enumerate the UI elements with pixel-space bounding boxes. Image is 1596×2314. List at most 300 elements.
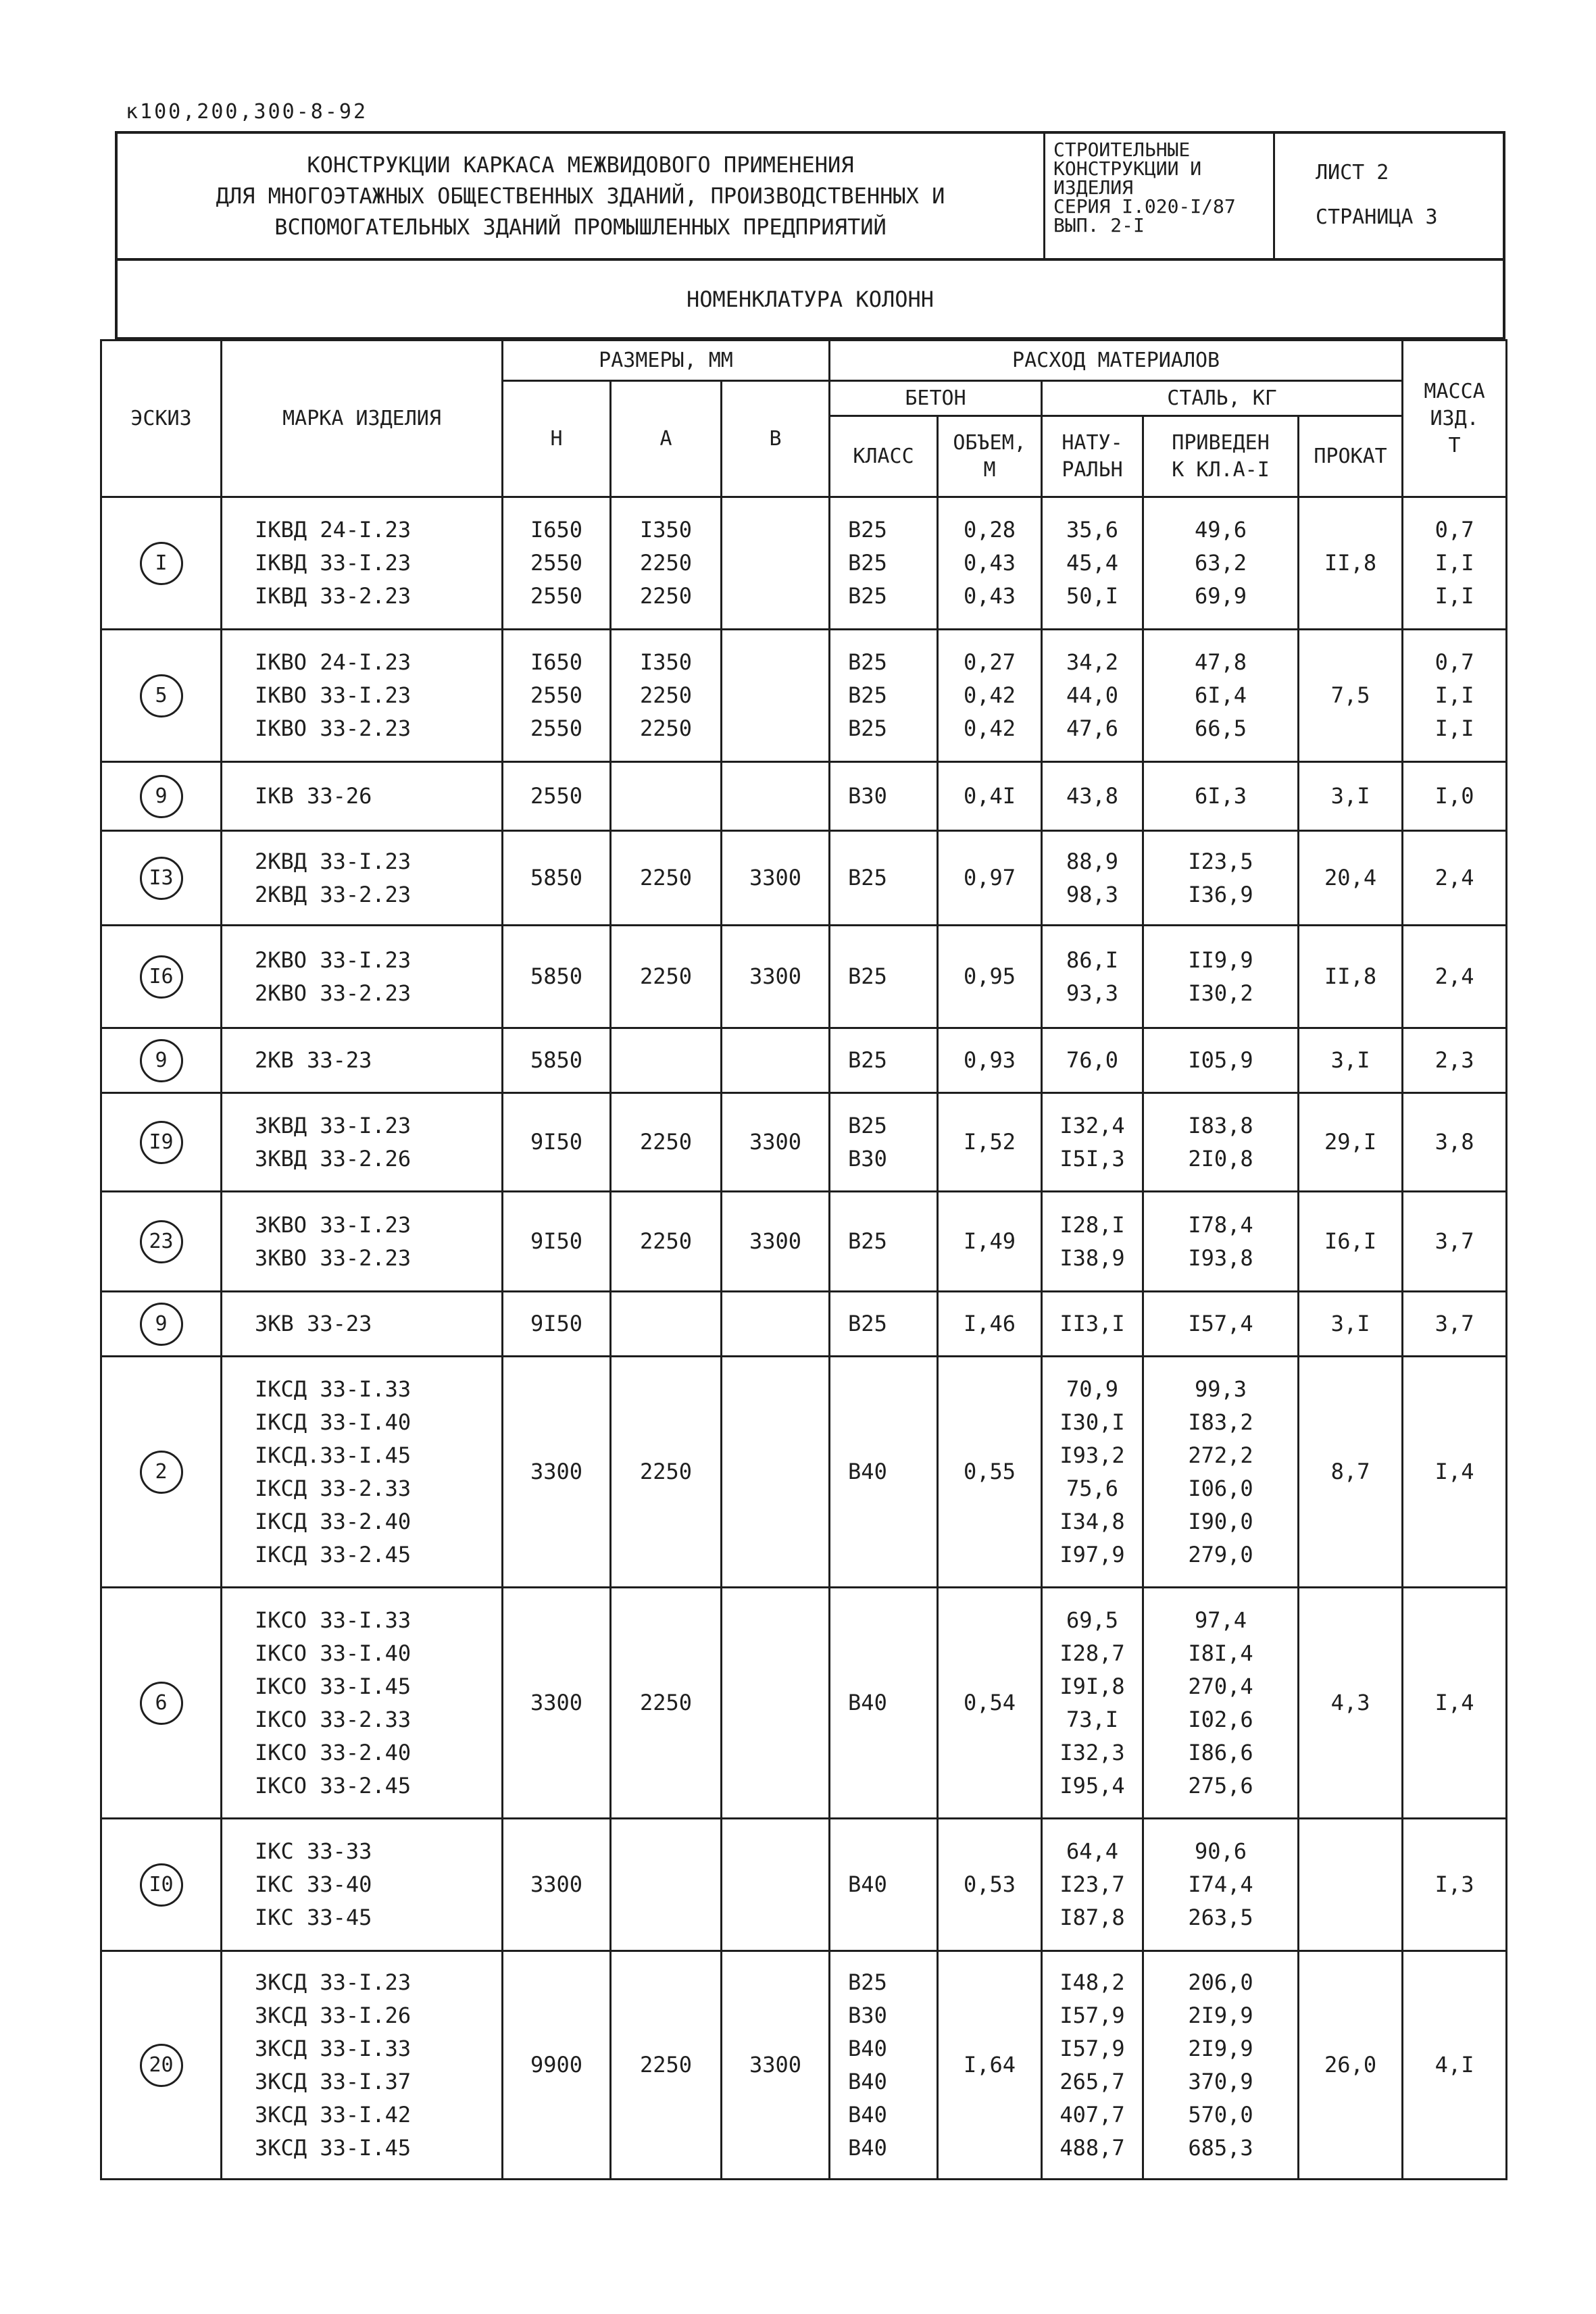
steel-reduced: I93,8 [1188,1244,1253,1271]
steel-reduced: I05,9 [1188,1047,1253,1073]
steel-reduced: I57,4 [1188,1311,1253,1336]
steel-rolled-cell [1299,1292,1403,1357]
size-a-cell [611,1292,722,1357]
mark-line: IКСД 33-I.40 [255,1409,412,1435]
concrete-class-cell [830,1028,938,1093]
size-h: 3300 [530,1459,583,1484]
size-h-cell [503,926,611,1028]
item-mass-cell [1403,1192,1507,1292]
steel-rolled: 29,I [1324,1129,1377,1155]
steel-reduced: 99,3 [1195,1376,1247,1402]
mark-line: 3КВД 33-I.23 [255,1112,412,1138]
concrete-volume-cell [938,1292,1042,1357]
col-header-sizes: РАЗМЕРЫ, ММ [503,341,830,381]
mark-line: IКВД 33-2.23 [255,583,412,609]
steel-natural: I28,7 [1059,1640,1125,1666]
size-h-cell [503,1292,611,1357]
steel-natural: I95,4 [1059,1772,1125,1799]
steel-natural: II3,I [1059,1311,1125,1336]
steel-reduced: I86,6 [1188,1739,1253,1765]
steel-natural: 43,8 [1066,783,1119,809]
steel-reduced-cell [1143,1292,1299,1357]
size-a: 2250 [639,715,693,741]
mark-line: IКСО 33-2.40 [255,1739,412,1765]
steel-rolled: 4,3 [1330,1690,1370,1715]
item-mass-cell [1403,1951,1507,2180]
steel-reduced: 90,6 [1195,1838,1247,1864]
steel-reduced: 2I9,9 [1188,2002,1253,2028]
steel-natural: 47,6 [1066,715,1119,741]
mark-line: IКСД 33-2.45 [255,1541,412,1567]
steel-rolled-cell [1299,1357,1403,1588]
steel-natural: 86,I [1066,947,1119,973]
steel-natural-cell [1042,1292,1143,1357]
col-header-a: А [611,381,722,497]
mark-line: IКСО 33-2.33 [255,1706,412,1732]
size-h: 2550 [530,550,583,576]
sketch-number-circle: I9 [140,1121,183,1164]
size-h-cell [503,1357,611,1588]
steel-natural: 44,0 [1066,682,1119,708]
item-mass: I,4 [1435,1459,1474,1484]
col-header-mark: МАРКА ИЗДЕЛИЯ [222,341,503,497]
concrete-class: В40 [848,2134,887,2161]
size-a-cell [611,831,722,926]
size-a: 2250 [639,1228,693,1254]
steel-reduced: 6I,4 [1195,682,1247,708]
item-mass: 0,7 [1435,649,1474,675]
size-h-cell [503,1192,611,1292]
mark-line-cell [222,762,503,831]
steel-natural: 98,3 [1066,881,1119,907]
item-mass: 0,7 [1435,517,1474,543]
size-h-cell [503,497,611,630]
mark-line: IКСО 33-2.45 [255,1772,412,1799]
item-mass: I,4 [1435,1690,1474,1715]
concrete-class: В40 [848,1871,887,1897]
steel-reduced-cell [1143,1819,1299,1951]
table-row [101,762,1507,831]
steel-reduced: I74,4 [1188,1871,1253,1897]
col-header-h: Н [503,381,611,497]
mark-line-cell [222,1588,503,1819]
size-b-cell [722,1588,830,1819]
steel-reduced: I36,9 [1188,881,1253,907]
steel-reduced-cell [1143,1357,1299,1588]
item-mass-cell [1403,1588,1507,1819]
steel-natural-cell [1042,1028,1143,1093]
col-header-volume [938,416,1042,497]
steel-natural: I9I,8 [1059,1673,1125,1699]
series-line: ВЫП. 2-I [1053,214,1145,236]
mark-line-cell [222,1357,503,1588]
size-a-cell [611,926,722,1028]
mark-line: 3КСД 33-I.45 [255,2134,412,2161]
steel-natural-cell [1042,1093,1143,1192]
steel-natural: 45,4 [1066,550,1119,576]
concrete-volume-cell [938,762,1042,831]
steel-reduced-cell [1143,630,1299,762]
concrete-class-cell [830,1292,938,1357]
steel-reduced: 6I,3 [1195,783,1247,809]
steel-rolled-cell [1299,1819,1403,1951]
size-a: 2250 [639,1459,693,1484]
item-mass: I,I [1435,550,1474,576]
size-a-cell [611,1028,722,1093]
sheet-number: ЛИСТ 2 [1316,161,1389,184]
concrete-class-cell [830,1093,938,1192]
series-line: СТРОИТЕЛЬНЫЕ [1053,139,1191,161]
steel-rolled: 8,7 [1330,1459,1370,1484]
nomenclature-table [100,339,1507,2180]
volume-header-line: ОБЪЕМ, [953,430,1026,455]
eskiz-cell [101,1028,222,1093]
item-mass-cell [1403,1093,1507,1192]
steel-reduced: 63,2 [1195,550,1247,576]
concrete-volume-cell [938,497,1042,630]
table-row [101,497,1507,630]
steel-reduced: 66,5 [1195,715,1247,741]
col-header-b: В [722,381,830,497]
size-h: 2550 [530,783,583,809]
size-h-cell [503,1951,611,2180]
size-h-cell [503,1028,611,1093]
mark-line: 2КВД 33-2.23 [255,881,412,907]
steel-rolled: 7,5 [1330,682,1370,708]
concrete-class: В40 [848,2035,887,2061]
concrete-volume: 0,93 [964,1047,1016,1073]
concrete-volume: 0,43 [964,583,1016,609]
concrete-class-cell [830,762,938,831]
item-mass-cell [1403,831,1507,926]
table-row [101,630,1507,762]
steel-rolled-cell [1299,1028,1403,1093]
concrete-volume: 0,27 [964,649,1016,675]
document-code: к100,200,300-8-92 [126,100,368,124]
size-h: 5850 [530,1047,583,1073]
concrete-class: В25 [848,1969,887,1995]
steel-rolled: 3,I [1330,1311,1370,1336]
steel-reduced: I23,5 [1188,848,1253,874]
sketch-number-circle: 23 [140,1220,183,1263]
steel-reduced-cell [1143,831,1299,926]
steel-reduced-cell [1143,1028,1299,1093]
size-a-cell [611,1192,722,1292]
mark-line: IКСД.33-I.45 [255,1442,412,1468]
eskiz-cell [101,1192,222,1292]
size-a-cell [611,630,722,762]
steel-natural: I87,8 [1059,1905,1125,1930]
concrete-class-cell [830,926,938,1028]
size-b-cell [722,1292,830,1357]
mark-line: IКВО 33-2.23 [255,715,412,741]
steel-reduced: 2I0,8 [1188,1145,1253,1172]
size-a-cell [611,1093,722,1192]
table-row [101,1028,1507,1093]
steel-rolled: 3,I [1330,783,1370,809]
steel-natural: 265,7 [1059,2068,1125,2094]
steel-natural: 407,7 [1059,2101,1125,2128]
eskiz-cell [101,1951,222,2180]
col-header-mass [1403,341,1507,497]
concrete-volume: 0,54 [964,1690,1016,1715]
concrete-class: В40 [848,2068,887,2094]
mark-line: IКСД 33-I.33 [255,1376,412,1402]
mark-line: 3КВД 33-2.26 [255,1145,412,1172]
col-header-concrete: БЕТОН [830,381,1042,416]
steel-rolled-cell [1299,1192,1403,1292]
concrete-volume-cell [938,926,1042,1028]
title-line: ДЛЯ МНОГОЭТАЖНЫХ ОБЩЕСТВЕННЫХ ЗДАНИЙ, ПРОИЗВОДСТВЕННЫХ И [216,183,945,209]
eskiz-cell [101,1357,222,1588]
mark-line: IКС 33-40 [255,1871,372,1897]
item-mass-cell [1403,630,1507,762]
size-a-cell [611,1588,722,1819]
title-line: ВСПОМОГАТЕЛЬНЫХ ЗДАНИЙ ПРОМЫШЛЕННЫХ ПРЕДПРИЯТИЙ [274,214,887,240]
steel-natural: I32,4 [1059,1112,1125,1138]
title-line: КОНСТРУКЦИИ КАРКАСА МЕЖВИДОВОГО ПРИМЕНЕНИЯ [307,152,854,178]
sketch-number-circle: 2 [140,1451,183,1494]
eskiz-cell [101,926,222,1028]
concrete-class: В25 [848,550,887,576]
steel-reduced: 270,4 [1188,1673,1253,1699]
series-line: ИЗДЕЛИЯ [1053,176,1134,199]
size-a-cell [611,1357,722,1588]
steel-reduced: 279,0 [1188,1541,1253,1567]
steel-reduced: I83,2 [1188,1409,1253,1435]
size-a-cell [611,1951,722,2180]
steel-natural: I30,I [1059,1409,1125,1435]
eskiz-cell [101,831,222,926]
steel-natural: I34,8 [1059,1508,1125,1534]
col-header-rolled: ПРОКАТ [1299,416,1403,497]
concrete-class-cell [830,497,938,630]
mark-line: 3КСД 33-I.23 [255,1969,412,1995]
sketch-number-circle: 5 [140,674,183,718]
steel-rolled-cell [1299,497,1403,630]
steel-rolled-cell [1299,1951,1403,2180]
concrete-class-cell [830,1192,938,1292]
steel-rolled: 3,I [1330,1047,1370,1073]
mark-line: IКСО 33-I.33 [255,1607,412,1633]
concrete-class: В25 [848,649,887,675]
steel-reduced: I02,6 [1188,1706,1253,1732]
steel-reduced: II9,9 [1188,947,1253,973]
size-h: 2550 [530,715,583,741]
steel-natural: 64,4 [1066,1838,1119,1864]
mass-header-line: Т [1448,433,1461,457]
eskiz-cell [101,1588,222,1819]
mark-line: 3КСД 33-I.26 [255,2002,412,2028]
concrete-volume-cell [938,1093,1042,1192]
steel-natural: 35,6 [1066,517,1119,543]
concrete-class: В30 [848,783,887,809]
mark-line: IКСО 33-I.40 [255,1640,412,1666]
sketch-number-circle: I [140,542,183,585]
item-mass: 4,I [1435,2052,1474,2078]
steel-rolled: II,8 [1324,963,1377,989]
item-mass: I,I [1435,583,1474,609]
steel-reduced: 263,5 [1188,1905,1253,1930]
mark-line: 3КВО 33-I.23 [255,1211,412,1238]
steel-reduced: I06,0 [1188,1475,1253,1501]
steel-natural-cell [1042,1357,1143,1588]
size-a: 2250 [639,1690,693,1715]
steel-natural-cell [1042,1951,1143,2180]
concrete-class: В25 [848,1112,887,1138]
steel-reduced-cell [1143,1588,1299,1819]
steel-natural-cell [1042,497,1143,630]
steel-rolled-cell [1299,1093,1403,1192]
volume-header-line: М [983,457,996,482]
steel-natural: I57,9 [1059,2002,1125,2028]
steel-natural: 76,0 [1066,1047,1119,1073]
page-number: СТРАНИЦА 3 [1316,205,1438,229]
item-mass: 2,4 [1435,865,1474,890]
size-b-cell [722,1819,830,1951]
natural-header-line: РАЛЬН [1062,457,1123,482]
mark-line-cell [222,926,503,1028]
mark-line-cell [222,1819,503,1951]
concrete-volume: 0,42 [964,682,1016,708]
steel-reduced: 2I9,9 [1188,2035,1253,2061]
concrete-class: В40 [848,2101,887,2128]
col-header-class: КЛАСС [830,416,938,497]
steel-rolled: 20,4 [1324,865,1377,890]
item-mass: I,I [1435,682,1474,708]
size-a: 2250 [639,583,693,609]
sketch-number-circle: 6 [140,1682,183,1725]
concrete-volume-cell [938,1588,1042,1819]
series-line: КОНСТРУКЦИИ И [1053,157,1202,180]
steel-natural: I5I,3 [1059,1145,1125,1172]
mark-line: IКВО 33-I.23 [255,682,412,708]
steel-natural: 93,3 [1066,980,1119,1006]
steel-natural: 50,I [1066,583,1119,609]
table-row [101,1951,1507,2180]
mark-line: 2КВО 33-2.23 [255,980,412,1006]
item-mass-cell [1403,1357,1507,1588]
steel-reduced: I83,8 [1188,1112,1253,1138]
size-h: I650 [530,517,583,543]
steel-natural: I23,7 [1059,1871,1125,1897]
sketch-number-circle: I3 [140,857,183,900]
concrete-volume: I,46 [964,1311,1016,1336]
mark-line-cell [222,1093,503,1192]
size-h: 5850 [530,865,583,890]
steel-reduced-cell [1143,1093,1299,1192]
steel-reduced: 47,8 [1195,649,1247,675]
item-mass-cell [1403,762,1507,831]
steel-natural-cell [1042,1588,1143,1819]
table-row [101,1588,1507,1819]
size-b: 3300 [749,865,802,890]
steel-reduced: 370,9 [1188,2068,1253,2094]
steel-natural-cell [1042,831,1143,926]
steel-reduced: 685,3 [1188,2134,1253,2161]
size-a: 2250 [639,963,693,989]
size-b-cell [722,497,830,630]
size-h-cell [503,831,611,926]
sketch-number-circle: 9 [140,1039,183,1082]
steel-natural: I38,9 [1059,1244,1125,1271]
table-header [101,341,1507,497]
size-b-cell [722,831,830,926]
concrete-class-cell [830,630,938,762]
size-b: 3300 [749,1228,802,1254]
item-mass: I,I [1435,715,1474,741]
concrete-class: В30 [848,2002,887,2028]
size-a: 2250 [639,550,693,576]
concrete-volume: I,49 [964,1228,1016,1254]
concrete-class: В25 [848,517,887,543]
col-header-natural [1042,416,1143,497]
mark-line: 3КСД 33-I.33 [255,2035,412,2061]
sketch-number-circle: 9 [140,775,183,818]
table-row [101,1292,1507,1357]
mark-line: 3КСД 33-I.42 [255,2101,412,2128]
steel-rolled: I6,I [1324,1228,1377,1254]
steel-reduced-cell [1143,1951,1299,2180]
table-row [101,831,1507,926]
size-h: 9I50 [530,1228,583,1254]
steel-natural: I28,I [1059,1211,1125,1238]
steel-reduced: 97,4 [1195,1607,1247,1633]
steel-rolled-cell [1299,1588,1403,1819]
size-a-cell [611,1819,722,1951]
size-a: 2250 [639,2052,693,2078]
size-h: 3300 [530,1871,583,1897]
size-b-cell [722,762,830,831]
table-row [101,1192,1507,1292]
concrete-class: В25 [848,583,887,609]
series-info [1045,134,1275,258]
item-mass: 2,4 [1435,963,1474,989]
steel-rolled-cell [1299,831,1403,926]
concrete-class-cell [830,1819,938,1951]
mark-line-cell [222,831,503,926]
concrete-class: В40 [848,1690,887,1715]
concrete-volume: 0,28 [964,517,1016,543]
steel-rolled-cell [1299,762,1403,831]
size-b-cell [722,630,830,762]
concrete-volume: 0,55 [964,1459,1016,1484]
item-mass: I,3 [1435,1871,1474,1897]
steel-natural: I97,9 [1059,1541,1125,1567]
steel-natural: I32,3 [1059,1739,1125,1765]
eskiz-cell [101,1292,222,1357]
steel-natural: 488,7 [1059,2134,1125,2161]
sketch-number-circle: 9 [140,1303,183,1346]
steel-reduced-cell [1143,762,1299,831]
size-h: 9900 [530,2052,583,2078]
steel-natural: 73,I [1066,1706,1119,1732]
col-header-reduced [1143,416,1299,497]
mark-line-cell [222,1028,503,1093]
reduced-header-line: К КЛ.А-I [1172,457,1270,482]
mark-line: IКВД 24-I.23 [255,517,412,543]
item-mass: 3,8 [1435,1129,1474,1155]
table-body [101,497,1507,2180]
col-header-eskiz: ЭСКИЗ [101,341,222,497]
mark-line: IКВД 33-I.23 [255,550,412,576]
sketch-number-circle: 20 [140,2044,183,2087]
mark-line: IКС 33-45 [255,1905,372,1930]
steel-natural: I93,2 [1059,1442,1125,1468]
mark-line: 3КВ 33-23 [255,1311,372,1336]
table-row [101,1819,1507,1951]
steel-natural-cell [1042,1192,1143,1292]
